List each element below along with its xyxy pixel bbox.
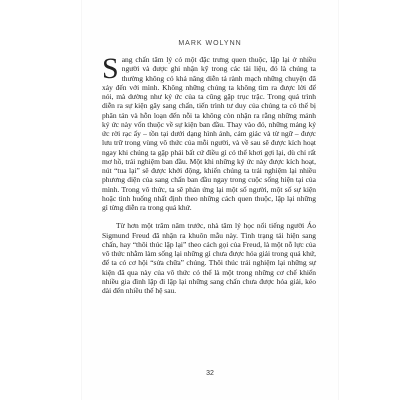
page-number: 32 xyxy=(206,370,214,377)
book-page xyxy=(82,0,338,400)
body-text xyxy=(102,52,316,295)
running-header-author: MARK WOLYNN xyxy=(178,40,242,47)
paragraph-2: Từ hơn một trăm năm trước, nhà tâm lý học nổi tiếng người Áo Sigmund Freud đã nhận ra khuôn mẫu này. Tình trạng tái hiện sang chấn, hay “thôi thúc lặp lại” theo cách gọi của Freud, là một nỗ lực của vô thức nhằm làm sống lại những gì chưa được hóa giải trong quá khứ, để ta có cơ hội “sửa chữa” chúng. Thôi thúc trải nghiệm lại những sự kiện đã qua này của vô thức có thể là một trong những cơ chế khiến nhiều gia đình lặp đi lặp lại những sang chấn chưa được hóa giải, kéo dài đến nhiều thế hệ sau. xyxy=(102,221,316,295)
paragraph-1 xyxy=(102,52,316,212)
drop-cap: S xyxy=(102,52,119,85)
paragraph-1-text: ang chấn tâm lý có một đặc trưng quen thuộc, lặp lại ở nhiều người và được ghi nhận kỹ trong các tài liệu, đó là chúng ta thường không có khả năng diễn tả rành mạch những chuyện đã xảy đến với mình. Không những chúng ta không tìm ra được lời để nói, mà dường như ký ức của ta cũng gặp trục trặc. Trong quá trình diễn ra sự kiện gây sang chấn, tiến trình tư duy của chúng ta có thể bị phân tán và hỗn loạn đến nỗi ta không còn nhận ra rằng những mảnh ký ức này vốn thuộc về sự kiện ban đầu. Thay vào đó, những mảng ký ức rời rạc ấy – tồn tại dưới dạng hình ảnh, cảm giác và từ ngữ – được lưu trữ trong vùng vô thức của mỗi người, và về sau sẽ được kích hoạt ngay khi chúng ta gặp phải bất cứ điều gì có thể khơi gợi lại, dù chỉ rất mơ hồ, trải nghiệm ban đầu. Một khi những ký ức này được kích hoạt, nút “tua lại” sẽ được khởi động, khiến chúng ta trải nghiệm lại nhiều phương diện của sang chấn ban đầu ngay trong cuộc sống hiện tại của mình. Trong vô thức, ta sẽ phản ứng lại một số người, một số sự kiện hoặc tình huống nhất định theo những cách quen thuộc, lặp lại những gì từng diễn ra trong quá khứ. xyxy=(102,55,316,212)
